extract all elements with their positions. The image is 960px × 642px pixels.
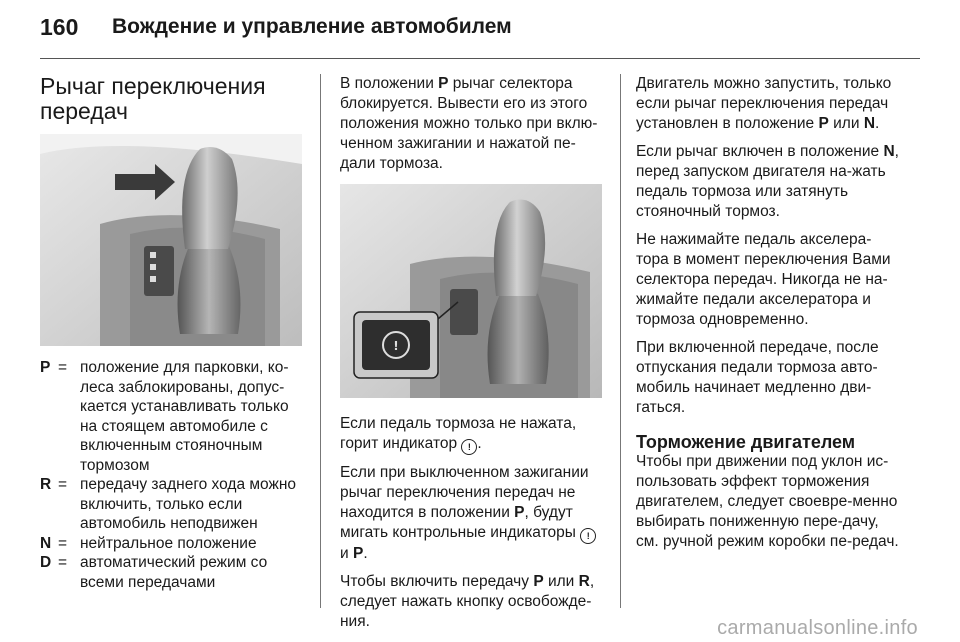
header-divider: [40, 58, 920, 59]
section-heading: Рычаг переключения передач: [40, 73, 266, 124]
brake-release-photo: [340, 184, 602, 398]
list-item: D = автоматический режим со всеми передачами: [40, 553, 302, 592]
page-header: [40, 14, 920, 54]
page-number: 160: [40, 14, 79, 40]
page-title: Вождение и управление автомобилем: [112, 15, 512, 38]
paragraph: Не нажимайте педаль акселера-тора в момент переключения Вами селектора передач. Никогда не на-жимайте педали акселератора и тормоза одновременно.: [636, 231, 891, 328]
watermark: carmanualsonline.info: [717, 617, 918, 639]
brake-indicator-icon: !: [580, 528, 596, 544]
column-3: [636, 74, 902, 560]
definition-key: N: [40, 534, 52, 552]
list-item: R = передачу заднего хода можно включить, только если автомобиль неподвижен: [40, 475, 302, 534]
paragraph: Двигатель можно запустить, только если рычаг переключения передач установлен в положение P или N.: [636, 75, 892, 132]
sub-heading: Торможение двигателем: [636, 432, 856, 452]
paragraph: В положении P рычаг селектора блокируется. Вывести его из этого положения можно только при вклю-ченном зажигании и нажатой пе-дали тормоза.: [340, 75, 598, 172]
paragraph: Чтобы при движении под уклон ис-пользовать эффект торможения двигателем, следует своевре-менно выбирать пониженную пере-дачу, см. ручной режим коробки пе-редач.: [636, 453, 899, 550]
column-divider: [320, 74, 321, 608]
column-divider: [620, 74, 621, 608]
paragraph: Если педаль тормоза не нажата, горит индикатор ! .: [340, 414, 602, 455]
paragraph: Чтобы включить передачу P или R, следует нажать кнопку освобожде-ния.: [340, 573, 595, 630]
column-1: [40, 74, 302, 592]
definition-key: P: [40, 359, 51, 376]
paragraph: При включенной передаче, после отпускания педали тормоза авто-мобиль начинает медленно дви-гаться.: [636, 339, 879, 416]
gear-lever-photo: [40, 134, 302, 346]
definition-text: нейтральное положение: [80, 534, 257, 552]
definition-text: автоматический режим со всеми передачами: [80, 554, 268, 591]
definition-text: передачу заднего хода можно включить, только если автомобиль неподвижен: [80, 476, 297, 532]
brake-indicator-icon: !: [461, 439, 477, 455]
column-2: [340, 74, 602, 640]
paragraph: Если рычаг включен в положение N, перед запуском двигателя на-жать педаль тормоза или затянуть стояночный тормоз.: [636, 143, 899, 220]
list-item: P = положение для парковки, ко-леса заблокированы, допус-кается устанавливать только на стоящем автомобиле с включенным стояночным тормозом: [40, 358, 302, 475]
gear-position-list: [40, 358, 302, 592]
list-item: N = нейтральное положение: [40, 534, 302, 554]
definition-key: D: [40, 554, 52, 571]
definition-text: положение для парковки, ко-леса заблокированы, допус-кается устанавливать только на стоящем автомобиле с включенным стояночным тормозом: [80, 359, 289, 474]
paragraph: Если при выключенном зажигании рычаг переключения передач не находится в положении P, будут мигать контрольные индикаторы ! и P.: [340, 463, 602, 564]
definition-key: R: [40, 476, 52, 493]
svg-text:!: !: [393, 339, 399, 353]
